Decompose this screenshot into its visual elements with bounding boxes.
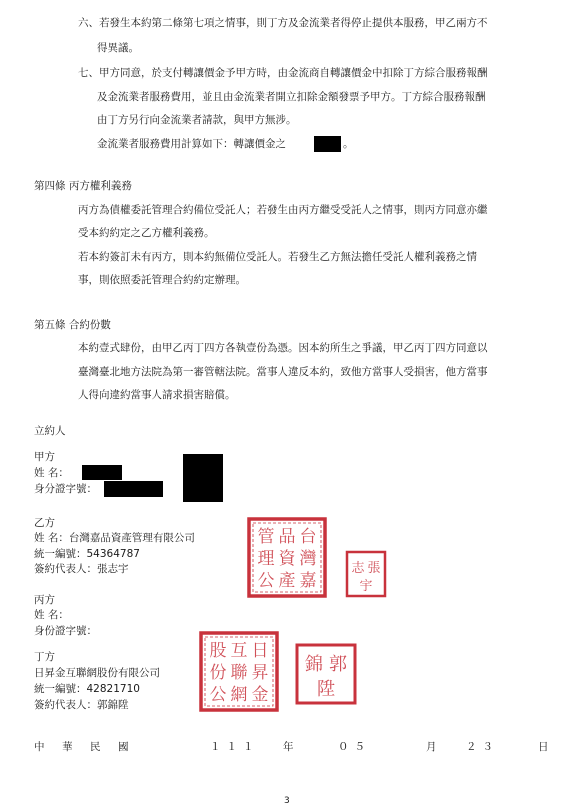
clause-six-line-1: 六、若發生本約第二條第七項之情事，則丁方及金流業者得停止提供本服務，甲乙兩方不 (78, 17, 488, 29)
svg-text:錦: 錦 (305, 654, 323, 675)
svg-text:志: 志 (351, 561, 365, 576)
clause-seven-line-1: 七、甲方同意，於支付轉讓價金予甲方時，由金流商自轉讓價金中扣除丁方綜合服務報酬 (78, 67, 488, 79)
article-four-heading: 第四條 丙方權利義務 (34, 180, 132, 192)
party-b-name: 姓 名：台灣嘉品資產管理有限公司 (34, 532, 195, 544)
date-char-3: 民 (90, 741, 101, 753)
svg-text:產: 產 (278, 571, 296, 591)
date-char-2: 華 (62, 741, 73, 753)
svg-text:嘉: 嘉 (299, 571, 317, 591)
svg-text:公: 公 (257, 571, 275, 591)
article-five-line-2: 臺灣臺北地方法院為第一審管轄法院。當事人違反本約，致他方當事人受損害，他方當事 (78, 366, 488, 378)
party-d-tax-id: 統一編號：42821710 (34, 683, 140, 695)
clause-seven-line-2: 及金流業者服務費用，並且由金流業者開立扣除金額發票予甲方。丁方綜合服務報酬 (97, 91, 486, 103)
redacted-party-a-name (82, 465, 122, 480)
svg-text:宇: 宇 (359, 579, 373, 594)
svg-text:品: 品 (278, 527, 296, 547)
article-five-line-3: 人得向違約當事人請求損害賠償。 (78, 389, 236, 401)
party-d-name: 日昇金互聯網股份有限公司 (34, 667, 160, 679)
party-a-id-label: 身分證字號： (34, 483, 97, 495)
party-a-heading: 甲方 (34, 451, 55, 463)
redacted-fee-rate (314, 136, 341, 152)
party-d-heading: 丁方 (34, 651, 55, 663)
article-four-line-3: 若本約簽訂未有丙方，則本約無備位受託人。若發生乙方無法擔任受託人權利義務之情 (78, 251, 477, 263)
party-c-heading: 丙方 (34, 594, 55, 606)
svg-text:灣: 灣 (299, 549, 317, 569)
date-month-label: 月 (426, 741, 437, 753)
svg-text:股: 股 (209, 641, 227, 661)
svg-text:陞: 陞 (317, 679, 335, 700)
redacted-party-a-seal (183, 454, 223, 502)
svg-text:聯: 聯 (230, 663, 248, 683)
party-c-name-label: 姓 名： (34, 609, 69, 621)
article-four-line-2: 受本約約定之乙方權利義務。 (78, 227, 215, 239)
party-b-representative: 簽約代表人：張志宇 (34, 563, 129, 575)
svg-text:台: 台 (299, 527, 317, 547)
svg-text:理: 理 (257, 549, 275, 569)
svg-text:管: 管 (257, 527, 275, 547)
article-five-line-1: 本約壹式肆份，由甲乙丙丁四方各執壹份為憑。因本約所生之爭議，甲乙丙丁四方同意以 (78, 342, 488, 354)
company-b-seal (246, 516, 328, 599)
date-month: ０５ (338, 741, 371, 753)
date-year: １１１ (210, 741, 260, 753)
svg-text:郭: 郭 (329, 654, 347, 675)
svg-text:網: 網 (230, 685, 248, 705)
svg-text:張: 張 (367, 561, 381, 576)
date-day: ２３ (466, 741, 499, 753)
svg-text:份: 份 (209, 663, 227, 683)
svg-text:日: 日 (251, 641, 269, 661)
clause-seven-line-4-end: 。 (343, 138, 354, 150)
svg-text:金: 金 (251, 685, 269, 705)
party-a-name-label: 姓 名： (34, 467, 69, 479)
redacted-party-a-id (104, 481, 163, 497)
article-four-line-4: 事，則依照委託管理合約約定辦理。 (78, 274, 246, 286)
date-char-4: 國 (118, 741, 129, 753)
date-char-1: 中 (34, 741, 45, 753)
clause-seven-line-3: 由丁方另行向金流業者請款，與甲方無涉。 (97, 114, 297, 126)
party-c-id-label: 身份證字號： (34, 625, 97, 637)
page-number: 3 (284, 796, 290, 806)
party-d-representative: 簽約代表人：郭錦陞 (34, 699, 129, 711)
article-four-line-1: 丙方為債權委託管理合約備位受託人；若發生由丙方繼受受託人之情事，則丙方同意亦繼 (78, 204, 488, 216)
svg-text:公: 公 (209, 685, 227, 705)
clause-seven-line-4: 金流業者服務費用計算如下：轉讓價金之 (97, 138, 286, 150)
party-b-heading: 乙方 (34, 517, 55, 529)
party-b-tax-id: 統一編號：54364787 (34, 548, 140, 560)
svg-text:昇: 昇 (251, 663, 269, 683)
signatories-title: 立約人 (34, 425, 66, 437)
svg-text:資: 資 (278, 549, 296, 569)
clause-six-line-2: 得異議。 (97, 42, 139, 54)
rep-d-seal (295, 643, 357, 705)
date-day-label: 日 (538, 741, 549, 753)
company-d-seal (198, 630, 280, 713)
date-year-label: 年 (283, 741, 294, 753)
svg-text:互: 互 (230, 641, 248, 661)
article-five-heading: 第五條 合約份數 (34, 319, 111, 331)
rep-b-seal (345, 550, 387, 598)
